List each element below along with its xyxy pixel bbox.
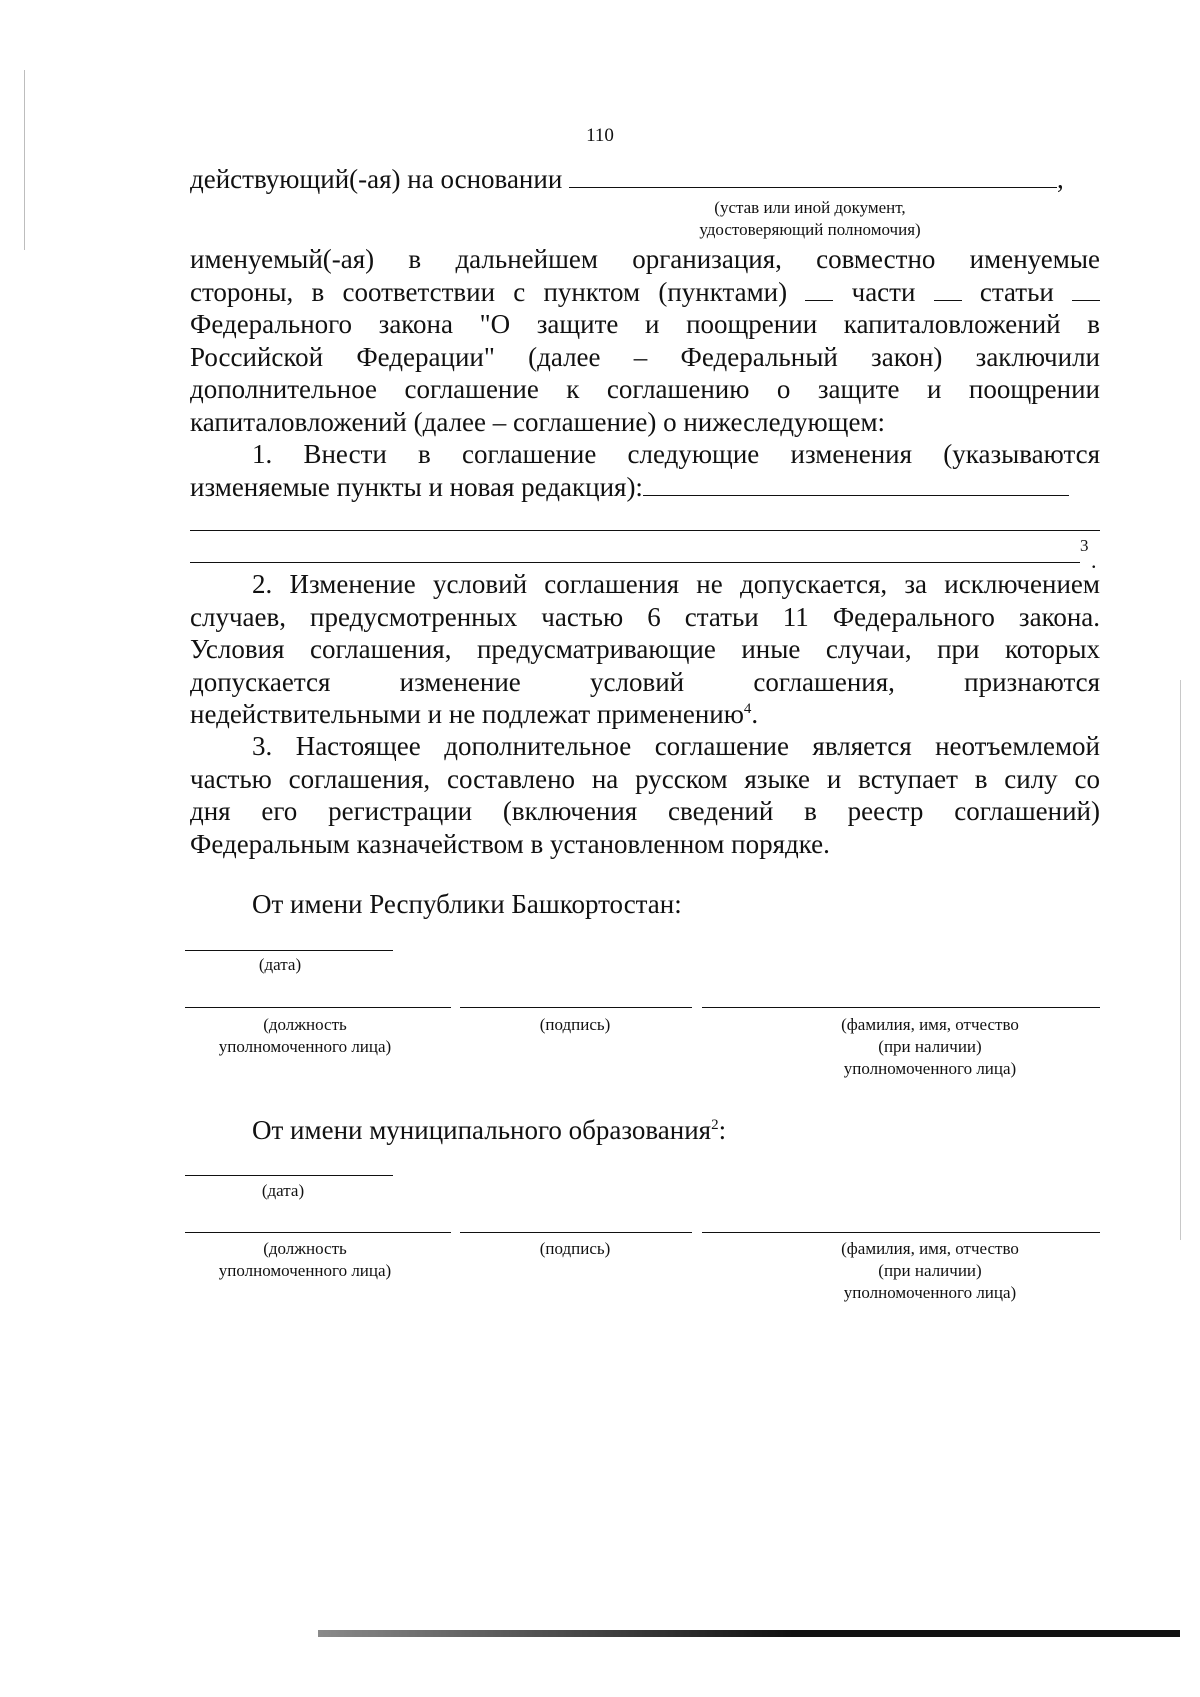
republic-position-caption <box>185 1014 425 1058</box>
municipal-name-caption-2: (при наличии) <box>878 1261 982 1280</box>
clause-2-line3: Условия соглашения, предусматривающие иные случаи, при которых <box>190 634 1100 664</box>
clause-3-line4: Федеральным казначейством в установленном порядке. <box>190 828 830 859</box>
clause-1-line1: 1. Внести в соглашение следующие изменения (указываются <box>252 439 1100 469</box>
republic-position-line <box>185 1007 451 1008</box>
preamble-line4: Российской Федерации" (далее – Федеральный закон) заключили <box>190 341 1100 372</box>
clause-2-line5-text: недействительными и не подлежат применению <box>190 699 744 729</box>
republic-name-caption <box>800 1014 1060 1080</box>
municipal-party-heading <box>252 1114 726 1146</box>
basis-caption-line1: (устав или иной документ, <box>714 198 906 217</box>
basis-text: действующий(-ая) на основании <box>190 164 563 194</box>
basis-caption-line2: удостоверяющий полномочия) <box>699 220 921 239</box>
preamble-line6: капиталовложений (далее – соглашение) о нижеследующем: <box>190 406 886 437</box>
municipal-name-caption-3: уполномоченного лица) <box>843 1283 1017 1302</box>
preamble <box>190 243 1100 438</box>
clause-1-end-dot: . <box>1091 548 1097 573</box>
preamble-line2 <box>190 276 1100 309</box>
changes-rule-2 <box>190 562 1080 563</box>
preamble-line3: Федерального закона "О защите и поощрении капиталовложений в <box>190 309 1100 339</box>
municipal-signature-line <box>460 1232 692 1233</box>
basis-blank <box>569 165 1057 188</box>
republic-party-heading: От имени Республики Башкортостан: <box>252 889 682 919</box>
footnote-mark-3: 3 <box>1080 536 1089 555</box>
republic-name-caption-1: (фамилия, имя, отчество <box>841 1015 1019 1034</box>
municipal-signature-caption: (подпись) <box>539 1239 611 1258</box>
basis-caption <box>650 197 970 241</box>
republic-name-caption-2: (при наличии) <box>878 1037 982 1056</box>
clause-3-line3: дня его регистрации (включения сведений в реестр соглашений) <box>190 796 1100 826</box>
preamble-line2-part-a: стороны, в соответствии с пунктом (пунктами) <box>190 276 788 307</box>
clause-3-line1: 3. Настоящее дополнительное соглашение является неотъемлемой <box>252 731 1100 761</box>
footnote-mark-4: 4 <box>743 701 752 717</box>
changes-rule-1 <box>190 530 1100 531</box>
point-blank <box>805 278 833 301</box>
clause-2-line2: случаев, предусмотренных частью 6 статьи 11 Федерального закона. <box>190 601 1100 632</box>
scan-edge-left <box>24 70 25 250</box>
municipal-date-caption: (дата) <box>261 1181 305 1200</box>
clause-1 <box>190 438 1100 503</box>
preamble-line2-part-b: части <box>851 276 916 307</box>
preamble-line2-part-c: статьи <box>979 276 1054 307</box>
basis-comma: , <box>1057 164 1064 194</box>
municipal-date-line <box>185 1175 393 1176</box>
municipal-party-heading-text: От имени муниципального образования <box>252 1115 712 1145</box>
clause-1-line2-text: изменяемые пункты и новая редакция): <box>190 471 643 502</box>
clause-2 <box>190 568 1100 731</box>
clause-2-end-dot: . <box>751 699 759 729</box>
clause-3-line2: частью соглашения, составлено на русском языке и вступает в силу со <box>190 763 1100 794</box>
municipal-position-caption <box>185 1238 425 1282</box>
republic-date-line <box>185 950 393 951</box>
preamble-line1: именуемый(-ая) в дальнейшем организация, совместно именуемые <box>190 244 1100 274</box>
scan-edge-right <box>1180 680 1181 1240</box>
republic-position-caption-2: уполномоченного лица) <box>218 1037 392 1056</box>
clause-3 <box>190 730 1100 860</box>
scan-bottom-bar <box>318 1630 1180 1637</box>
clause-2-line4: допускается изменение условий соглашения, признаются <box>190 666 1100 697</box>
clause-1-line2 <box>190 471 1100 504</box>
preamble-line5: дополнительное соглашение к соглашению о защите и поощрении <box>190 374 1100 404</box>
clause-2-line1: 2. Изменение условий соглашения не допускается, за исключением <box>252 569 1100 599</box>
municipal-name-line <box>702 1232 1100 1233</box>
municipal-heading-colon: : <box>718 1115 727 1145</box>
republic-name-caption-3: уполномоченного лица) <box>843 1059 1017 1078</box>
municipal-name-caption <box>800 1238 1060 1304</box>
municipal-name-caption-1: (фамилия, имя, отчество <box>841 1239 1019 1258</box>
republic-name-line <box>702 1007 1100 1008</box>
republic-position-caption-1: (должность <box>263 1015 347 1034</box>
changes-blank <box>643 473 1069 496</box>
intro-line <box>190 163 1100 196</box>
part-blank <box>934 278 962 301</box>
republic-signature-caption: (подпись) <box>539 1015 611 1034</box>
article-blank <box>1072 278 1100 301</box>
republic-signature-line <box>460 1007 692 1008</box>
clause-2-line5 <box>190 698 1100 731</box>
municipal-position-caption-2: уполномоченного лица) <box>218 1261 392 1280</box>
page-number: 110 <box>586 125 614 146</box>
municipal-position-line <box>185 1232 451 1233</box>
footnote-mark-2: 2 <box>711 1117 719 1133</box>
municipal-position-caption-1: (должность <box>263 1239 347 1258</box>
republic-date-caption: (дата) <box>258 955 302 974</box>
